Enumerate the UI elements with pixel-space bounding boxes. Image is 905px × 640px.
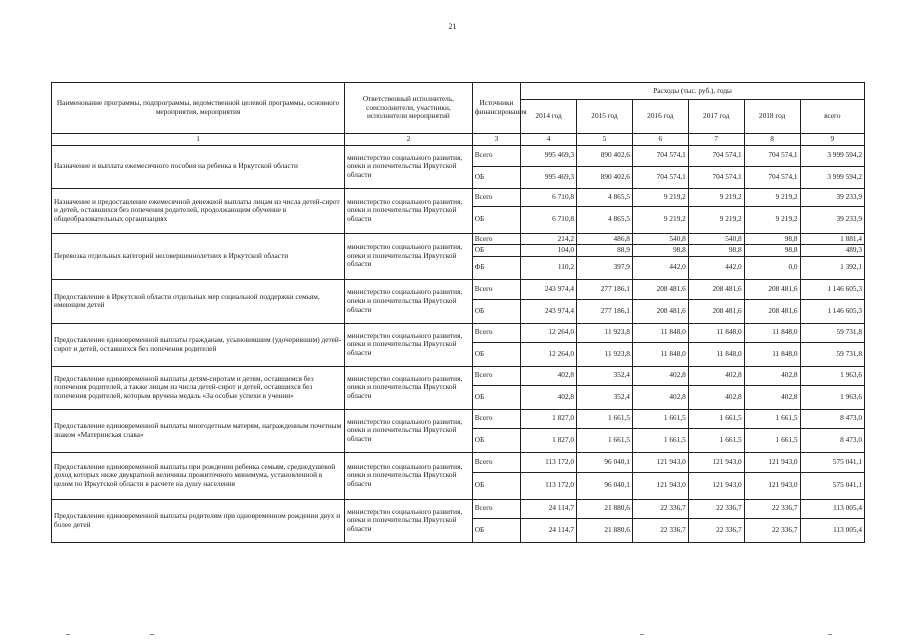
funding-source: Всего [472,499,521,518]
value-cell: 98,8 [744,245,800,257]
value-cell: 1 661,5 [577,409,633,428]
responsible-executor: министерство социального развития, опеки и попечительства Иркутской области [345,279,473,323]
value-cell: 243 974,4 [521,299,577,323]
value-cell: 442,0 [632,256,688,279]
value-cell: 402,8 [632,366,688,385]
funding-source: ОБ [472,299,521,323]
value-cell: 995 469,3 [521,145,577,166]
funding-source: Всего [472,409,521,428]
total-cell: 59 731,8 [800,342,864,366]
value-cell: 704 574,1 [688,145,744,166]
total-cell: 575 041,1 [800,472,864,499]
value-cell: 214,2 [521,233,577,245]
value-cell: 540,8 [632,233,688,245]
header-name: Наименование программы, подпрограммы, ведомственной целевой программы, основного мероприятия, мероприятия [52,83,345,134]
value-cell: 113 172,0 [521,472,577,499]
funding-source: ОБ [472,385,521,409]
value-cell: 121 943,0 [632,452,688,472]
value-cell: 208 481,6 [632,279,688,299]
value-cell: 402,8 [521,385,577,409]
value-cell: 890 402,6 [577,145,633,166]
value-cell: 22 336,7 [632,499,688,518]
value-cell: 22 336,7 [688,499,744,518]
total-cell: 39 233,9 [800,206,864,233]
value-cell: 402,8 [688,366,744,385]
program-name: Назначение и предоставление ежемесячной денежной выплаты лицам из числа детей-сирот и детей, оставшихся без попечения родителей, продолжающим обучение в общеобразовательных организациях [52,188,345,233]
total-cell: 1 963,6 [800,385,864,409]
value-cell: 11 848,0 [744,342,800,366]
column-number: 6 [632,134,688,146]
value-cell: 121 943,0 [744,472,800,499]
value-cell: 21 880,6 [577,518,633,542]
value-cell: 208 481,6 [688,299,744,323]
total-cell: 8 473,0 [800,409,864,428]
value-cell: 6 710,8 [521,188,577,206]
value-cell: 352,4 [577,366,633,385]
value-cell: 9 219,2 [632,206,688,233]
funding-source: ФБ [472,256,521,279]
header-year: 2016 год [632,100,688,134]
value-cell: 1 827,0 [521,428,577,452]
value-cell: 9 219,2 [744,206,800,233]
value-cell: 11 848,0 [632,323,688,342]
value-cell: 1 661,5 [744,428,800,452]
responsible-executor: министерство социального развития, опеки и попечительства Иркутской области [345,499,473,542]
column-numbers-row [52,134,865,146]
value-cell: 96 040,1 [577,472,633,499]
total-cell: 575 041,1 [800,452,864,472]
value-cell: 277 186,1 [577,279,633,299]
value-cell: 1 661,5 [744,409,800,428]
value-cell: 11 848,0 [688,342,744,366]
value-cell: 995 469,3 [521,166,577,188]
value-cell: 243 974,4 [521,279,577,299]
program-name: Предоставление единовременной выплаты родителям при одновременном рождении двух и более детей [52,499,345,542]
header-year: 2015 год [577,100,633,134]
header-total: всего [800,100,864,134]
value-cell: 402,8 [744,366,800,385]
total-cell: 113 005,4 [800,499,864,518]
program-name: Назначение и выплата ежемесячного пособия на ребенка в Иркутской области [52,145,345,188]
total-cell: 1 146 605,3 [800,279,864,299]
value-cell: 9 219,2 [632,188,688,206]
value-cell: 11 848,0 [744,323,800,342]
funding-source: Всего [472,366,521,385]
value-cell: 96 040,1 [577,452,633,472]
total-cell: 1 881,4 [800,233,864,245]
value-cell: 22 336,7 [632,518,688,542]
scan-edge-marks [0,632,905,640]
value-cell: 11 848,0 [688,323,744,342]
program-name: Предоставление в Иркутской области отдельных мер социальной поддержки семьям, имеющим детей [52,279,345,323]
scan-mark [66,634,70,635]
value-cell: 98,8 [744,233,800,245]
value-cell: 12 264,0 [521,342,577,366]
funding-source: Всего [472,188,521,206]
value-cell: 9 219,2 [744,188,800,206]
value-cell: 277 186,1 [577,299,633,323]
funding-source: ОБ [472,342,521,366]
funding-source: ОБ [472,518,521,542]
column-number: 7 [688,134,744,146]
program-name: Предоставление единовременной выплаты гражданам, усыновившим (удочерившим) детей-сирот и детей, оставшихся без попечения родителей [52,323,345,366]
value-cell: 1 661,5 [632,409,688,428]
value-cell: 22 336,7 [744,499,800,518]
value-cell: 1 661,5 [632,428,688,452]
page-number: 21 [448,22,457,31]
value-cell: 208 481,6 [632,299,688,323]
value-cell: 4 865,5 [577,206,633,233]
total-cell: 3 999 594,2 [800,166,864,188]
program-name: Предоставление единовременной выплаты многодетным матерям, награжденным почетным знаком «Материнская слава» [52,409,345,452]
column-number: 4 [521,134,577,146]
scan-mark [150,634,154,635]
value-cell: 4 865,5 [577,188,633,206]
header-expenses: Расходы (тыс. руб.), годы [521,83,865,100]
column-number: 2 [345,134,473,146]
value-cell: 9 219,2 [688,206,744,233]
value-cell: 1 827,0 [521,409,577,428]
column-number: 9 [800,134,864,146]
funding-source: Всего [472,279,521,299]
value-cell: 24 114,7 [521,518,577,542]
value-cell: 1 661,5 [688,428,744,452]
program-name: Предоставление единовременной выплаты детям-сиротам и детям, оставшимся без попечения родителей, а также лицам из числа детей-сирот и детей, оставшихся без попечения родителей, которым вручена медаль «За особые успехи в учении» [52,366,345,409]
value-cell: 486,8 [577,233,633,245]
value-cell: 704 574,1 [688,166,744,188]
value-cell: 104,0 [521,245,577,257]
column-number: 1 [52,134,345,146]
value-cell: 121 943,0 [688,452,744,472]
program-name: Перевозка отдельных категорий несовершеннолетних в Иркутской области [52,233,345,279]
value-cell: 113 172,0 [521,452,577,472]
column-number: 8 [744,134,800,146]
program-name: Предоставление единовременной выплаты при рождении ребенка семьям, среднедушевой доход которых ниже двукратной величины прожиточного минимума, установленной в целом по Иркутской области в расчете на душу населения [52,452,345,499]
total-cell: 3 999 594,2 [800,145,864,166]
funding-source: Всего [472,323,521,342]
funding-source: ОБ [472,166,521,188]
value-cell: 24 114,7 [521,499,577,518]
funding-source: Всего [472,233,521,245]
total-cell: 489,3 [800,245,864,257]
value-cell: 540,8 [688,233,744,245]
value-cell: 1 661,5 [688,409,744,428]
funding-source: Всего [472,145,521,166]
value-cell: 352,4 [577,385,633,409]
value-cell: 22 336,7 [744,518,800,542]
value-cell: 402,8 [744,385,800,409]
responsible-executor: министерство социального развития, опеки и попечительства Иркутской области [345,409,473,452]
total-cell: 1 963,6 [800,366,864,385]
value-cell: 208 481,6 [744,299,800,323]
value-cell: 402,8 [521,366,577,385]
funding-source: ОБ [472,245,521,257]
value-cell: 6 710,8 [521,206,577,233]
header-year: 2017 год [688,100,744,134]
funding-source: ОБ [472,472,521,499]
value-cell: 121 943,0 [632,472,688,499]
value-cell: 11 923,8 [577,323,633,342]
value-cell: 98,8 [688,245,744,257]
value-cell: 1 661,5 [577,428,633,452]
value-cell: 402,8 [688,385,744,409]
value-cell: 88,9 [577,245,633,257]
value-cell: 208 481,6 [744,279,800,299]
value-cell: 22 336,7 [688,518,744,542]
value-cell: 890 402,6 [577,166,633,188]
total-cell: 39 233,9 [800,188,864,206]
total-cell: 1 146 605,3 [800,299,864,323]
responsible-executor: министерство социального развития, опеки и попечительства Иркутской области [345,323,473,366]
budget-table [51,82,865,543]
value-cell: 9 219,2 [688,188,744,206]
value-cell: 442,0 [688,256,744,279]
responsible-executor: министерство социального развития, опеки и попечительства Иркутской области [345,233,473,279]
total-cell: 1 392,1 [800,256,864,279]
value-cell: 402,8 [632,385,688,409]
value-cell: 121 943,0 [688,472,744,499]
value-cell: 0,0 [744,256,800,279]
responsible-executor: министерство социального развития, опеки и попечительства Иркутской области [345,366,473,409]
value-cell: 208 481,6 [688,279,744,299]
value-cell: 121 943,0 [744,452,800,472]
funding-source: Всего [472,452,521,472]
header-responsible: Ответственный исполнитель, соисполнители, участники, исполнители мероприятий [345,83,473,134]
value-cell: 397,9 [577,256,633,279]
responsible-executor: министерство социального развития, опеки и попечительства Иркутской области [345,452,473,499]
column-number: 3 [472,134,521,146]
value-cell: 704 574,1 [744,145,800,166]
value-cell: 704 574,1 [744,166,800,188]
value-cell: 110,2 [521,256,577,279]
total-cell: 113 005,4 [800,518,864,542]
value-cell: 11 923,8 [577,342,633,366]
total-cell: 59 731,8 [800,323,864,342]
funding-source: ОБ [472,206,521,233]
total-cell: 8 473,0 [800,428,864,452]
value-cell: 98,8 [632,245,688,257]
scan-mark [828,634,832,635]
value-cell: 12 264,0 [521,323,577,342]
value-cell: 704 574,1 [632,145,688,166]
value-cell: 704 574,1 [632,166,688,188]
funding-source: ОБ [472,428,521,452]
responsible-executor: министерство социального развития, опеки и попечительства Иркутской области [345,188,473,233]
column-number: 5 [577,134,633,146]
value-cell: 11 848,0 [632,342,688,366]
value-cell: 21 880,6 [577,499,633,518]
responsible-executor: министерство социального развития, опеки и попечительства Иркутской области [345,145,473,188]
header-year: 2014 год [521,100,577,134]
header-source: Источники финансирования [472,83,521,134]
header-year: 2018 год [744,100,800,134]
scan-mark [640,634,644,635]
